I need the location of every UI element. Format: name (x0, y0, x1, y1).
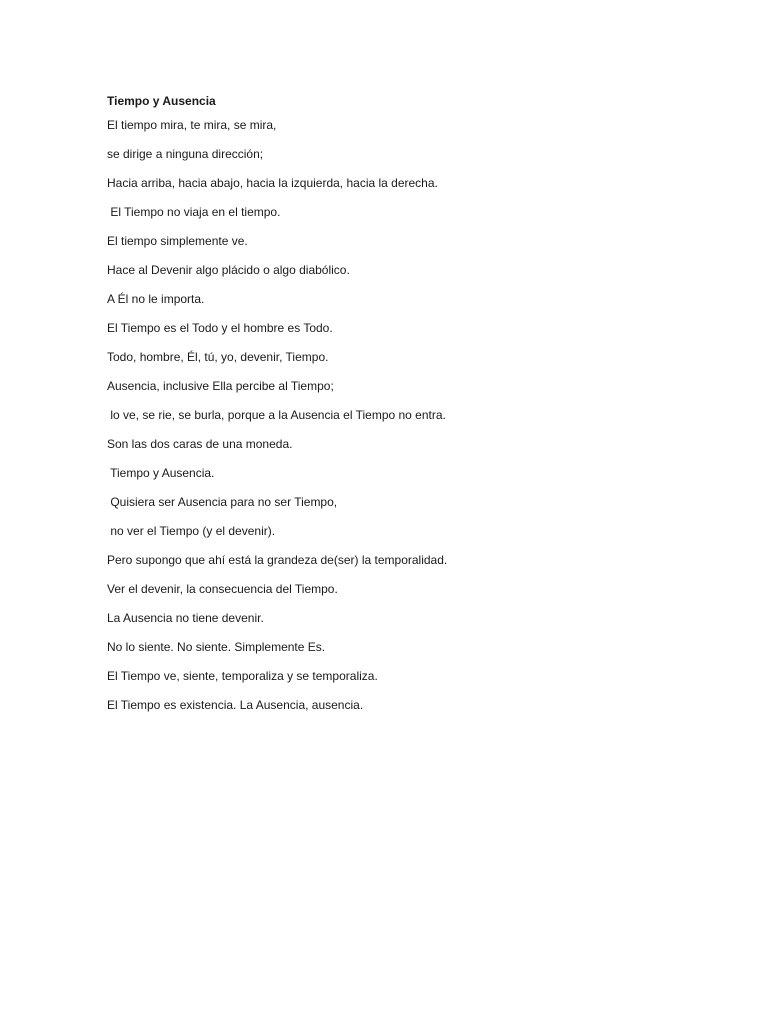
poem-line: Ver el devenir, la consecuencia del Tiempo. (107, 582, 338, 596)
poem-line: se dirige a ninguna dirección; (107, 147, 264, 161)
poem-line: Hace al Devenir algo plácido o algo diabólico. (107, 263, 350, 277)
poem-line: Todo, hombre, Él, tú, yo, devenir, Tiempo. (107, 350, 329, 364)
poem-line: Hacia arriba, hacia abajo, hacia la izquierda, hacia la derecha. (107, 176, 438, 190)
poem-line: lo ve, se rie, se burla, porque a la Ausencia el Tiempo no entra. (107, 408, 446, 422)
poem-line: Quisiera ser Ausencia para no ser Tiempo, (107, 495, 338, 509)
poem-line: No lo siente. No siente. Simplemente Es. (107, 640, 326, 654)
poem-line: El tiempo simplemente ve. (107, 234, 248, 248)
poem-line: El Tiempo es el Todo y el hombre es Todo. (107, 321, 333, 335)
poem-line: Tiempo y Ausencia. (107, 466, 215, 480)
poem-line: no ver el Tiempo (y el devenir). (107, 524, 276, 538)
poem-line: El Tiempo no viaja en el tiempo. (107, 205, 281, 219)
poem-line: Son las dos caras de una moneda. (107, 437, 293, 451)
poem-line: A Él no le importa. (107, 292, 205, 306)
poem-line: Pero supongo que ahí está la grandeza de(ser) la temporalidad. (107, 553, 448, 567)
poem-line: La Ausencia no tiene devenir. (107, 611, 264, 625)
poem-line: Ausencia, inclusive Ella percibe al Tiempo; (107, 379, 334, 393)
poem-body (107, 91, 707, 724)
poem-line: El tiempo mira, te mira, se mira, (107, 118, 277, 132)
poem-title: Tiempo y Ausencia (107, 94, 216, 108)
poem-line: El Tiempo es existencia. La Ausencia, ausencia. (107, 698, 364, 712)
poem-line: El Tiempo ve, siente, temporaliza y se temporaliza. (107, 669, 378, 683)
